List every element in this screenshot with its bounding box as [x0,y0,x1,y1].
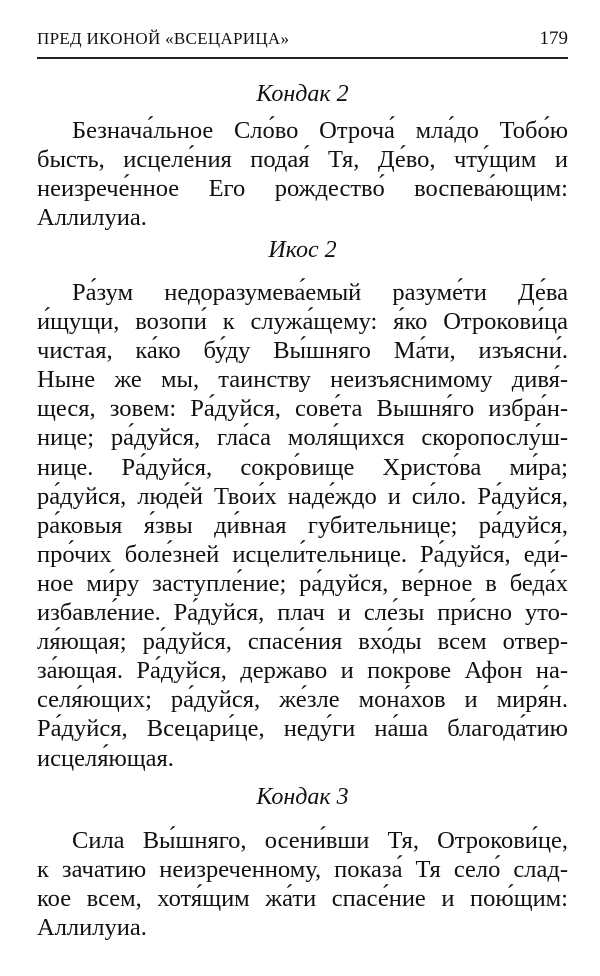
section-heading-kondak-2: Кондак 2 [256,81,349,107]
text-line: ля́ющая; ра́дуйся, спасе́ния вхо́ды всем отвер- [37,628,568,656]
running-header [37,27,568,59]
text-line: нице; ра́дуйся, гла́са моля́щихся скоропослу́ш- [37,424,568,452]
text-line: за́ющая. Ра́дуйся, державо и покрове Афон на- [37,657,568,685]
text-line: Ра́дуйся, Всецари́це, неду́ги на́ша благода́тию [37,715,568,743]
ikos-2-text [37,278,568,773]
text-line: к зачатию неизреченному, показа́ Тя село́ слад- [37,856,568,884]
text-line: Сила Вы́шняго, осени́вши Тя, Отрокови́це, [72,827,568,854]
text-line: Безнача́льное Сло́во Отроча́ мла́до Тобо́ю [72,117,568,144]
text-line: про́чих боле́зней исцели́тельнице. Ра́дуйся, еди́- [37,540,568,568]
text-line: исцеля́ющая. [37,744,174,772]
text-line: избавле́ние. Ра́дуйся, плач и сле́зы при́сно уто- [37,599,568,627]
kondak-2-text [37,116,568,232]
running-title: ПРЕД ИКОНОЙ «ВСЕЦАРИЦА» [37,29,290,48]
text-line: Ра́зум недоразумева́емый разуме́ти Де́ва [72,279,568,306]
text-line: щеся, зовем: Ра́дуйся, сове́та Вышня́го избра́н- [37,395,568,423]
section-heading-kondak-3: Кондак 3 [256,784,349,810]
text-line: ра́ковыя я́звы ди́вная губительнице; ра́дуйся, [37,511,568,539]
text-line: бысть, исцеле́ния подая́ Тя, Де́во, чту́щим и [37,146,568,174]
text-line: Ныне же мы, таинству неизъяснимому дивя́- [37,366,568,394]
text-line: неизрече́нное Его рождество́ воспева́ющим: [37,175,568,203]
section-heading-ikos-2: Икос 2 [268,237,337,263]
text-line: и́щущи, возопи́ к служа́щему: я́ко Отрокови́ца [37,308,568,336]
page-number: 179 [539,28,568,49]
text-line: селя́ющих; ра́дуйся, же́зле мона́хов и миря́н. [37,686,568,714]
text-line: чистая, ка́ко бу́ду Вы́шняго Ма́ти, изъясни́. [37,337,568,365]
text-line: кое всем, хотя́щим жа́ти спасе́ние и пою́щим: [37,885,568,913]
text-line: ное ми́ру заступле́ние; ра́дуйся, ве́рное в беда́х [37,569,568,597]
text-line: Аллилуиа. [37,914,147,942]
text-line: Аллилуиа. [37,204,147,232]
kondak-3-text [37,826,568,942]
text-line: ра́дуйся, люде́й Твои́х наде́ждо и си́ло. Ра́дуйся, [37,482,568,510]
text-line: нице. Ра́дуйся, сокро́вище Христо́ва ми́ра; [37,453,568,481]
